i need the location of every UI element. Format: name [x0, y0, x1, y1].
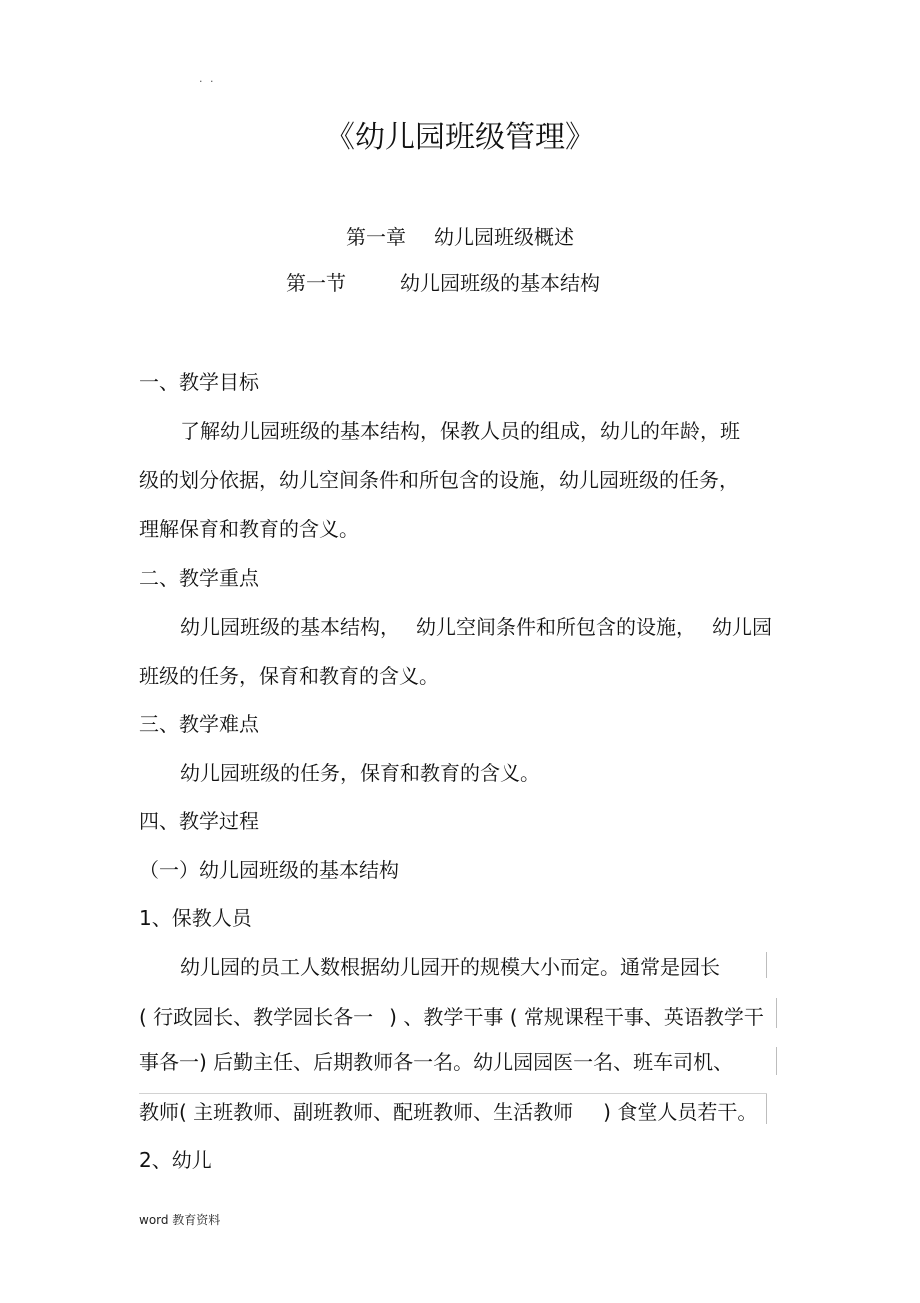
header-dots: . . — [199, 72, 216, 85]
goals-line-3: 理解保育和教育的含义。 — [139, 517, 359, 541]
key-points-part-1: 幼儿园班级的基本结构， — [180, 615, 400, 639]
difficulties-line: 幼儿园班级的任务，保育和教育的含义。 — [180, 761, 540, 785]
key-points-heading: 二、教学重点 — [139, 566, 259, 590]
item1-line-4 — [139, 1097, 757, 1127]
goals-line-1: 了解幼儿园班级的基本结构，保教人员的组成，幼儿的年龄，班 — [180, 419, 740, 443]
section-heading — [286, 268, 600, 298]
goals-line-2: 级的划分依据，幼儿空间条件和所包含的设施，幼儿园班级的任务， — [139, 468, 739, 492]
section-label: 第一节 — [286, 271, 346, 295]
item1-line-3: 事各一) 后勤主任、后期教师各一名。幼儿园园医一名、班车司机、 — [139, 1050, 734, 1074]
item1-line-2-b: ) 、教学干事 ( 常规课程干事、英语教学干 — [389, 1005, 764, 1029]
key-points-part-2: 幼儿空间条件和所包含的设施， — [416, 615, 696, 639]
chapter-label: 第一章 — [346, 225, 406, 249]
item1-line-4-b: ) 食堂人员若干。 — [603, 1100, 758, 1124]
process-heading: 四、教学过程 — [139, 809, 259, 833]
chapter-heading — [0, 222, 920, 252]
process-subheading: （一）幼儿园班级的基本结构 — [139, 858, 399, 882]
scan-edge-line — [766, 1094, 767, 1124]
item1-line-1: 幼儿园的员工人数根据幼儿园开的规模大小而定。通常是园长 — [180, 955, 720, 979]
scan-edge-line — [776, 998, 777, 1028]
key-points-line-1 — [180, 612, 772, 642]
difficulties-heading: 三、教学难点 — [139, 712, 259, 736]
section-title: 幼儿园班级的基本结构 — [400, 271, 600, 295]
chapter-title: 幼儿园班级概述 — [434, 225, 574, 249]
scan-edge-rule — [139, 1093, 767, 1094]
item1-line-2-a: ( 行政园长、教学园长各一 — [139, 1005, 374, 1029]
item1-line-2 — [139, 1002, 764, 1032]
footer-label: word 教育资料 — [139, 1213, 221, 1227]
scan-edge-line — [766, 952, 767, 978]
document-title: 《幼儿园班级管理》 — [325, 120, 595, 155]
item1-line-4-a: 教师( 主班教师、副班教师、配班教师、生活教师 — [139, 1100, 574, 1124]
scan-edge-line — [776, 1047, 777, 1075]
item2-heading: 2、幼儿 — [139, 1148, 212, 1172]
goals-heading: 一、教学目标 — [139, 370, 259, 394]
item1-heading: 1、保教人员 — [139, 906, 252, 930]
key-points-part-3: 幼儿园 — [712, 615, 772, 639]
key-points-line-2: 班级的任务，保育和教育的含义。 — [139, 664, 439, 688]
